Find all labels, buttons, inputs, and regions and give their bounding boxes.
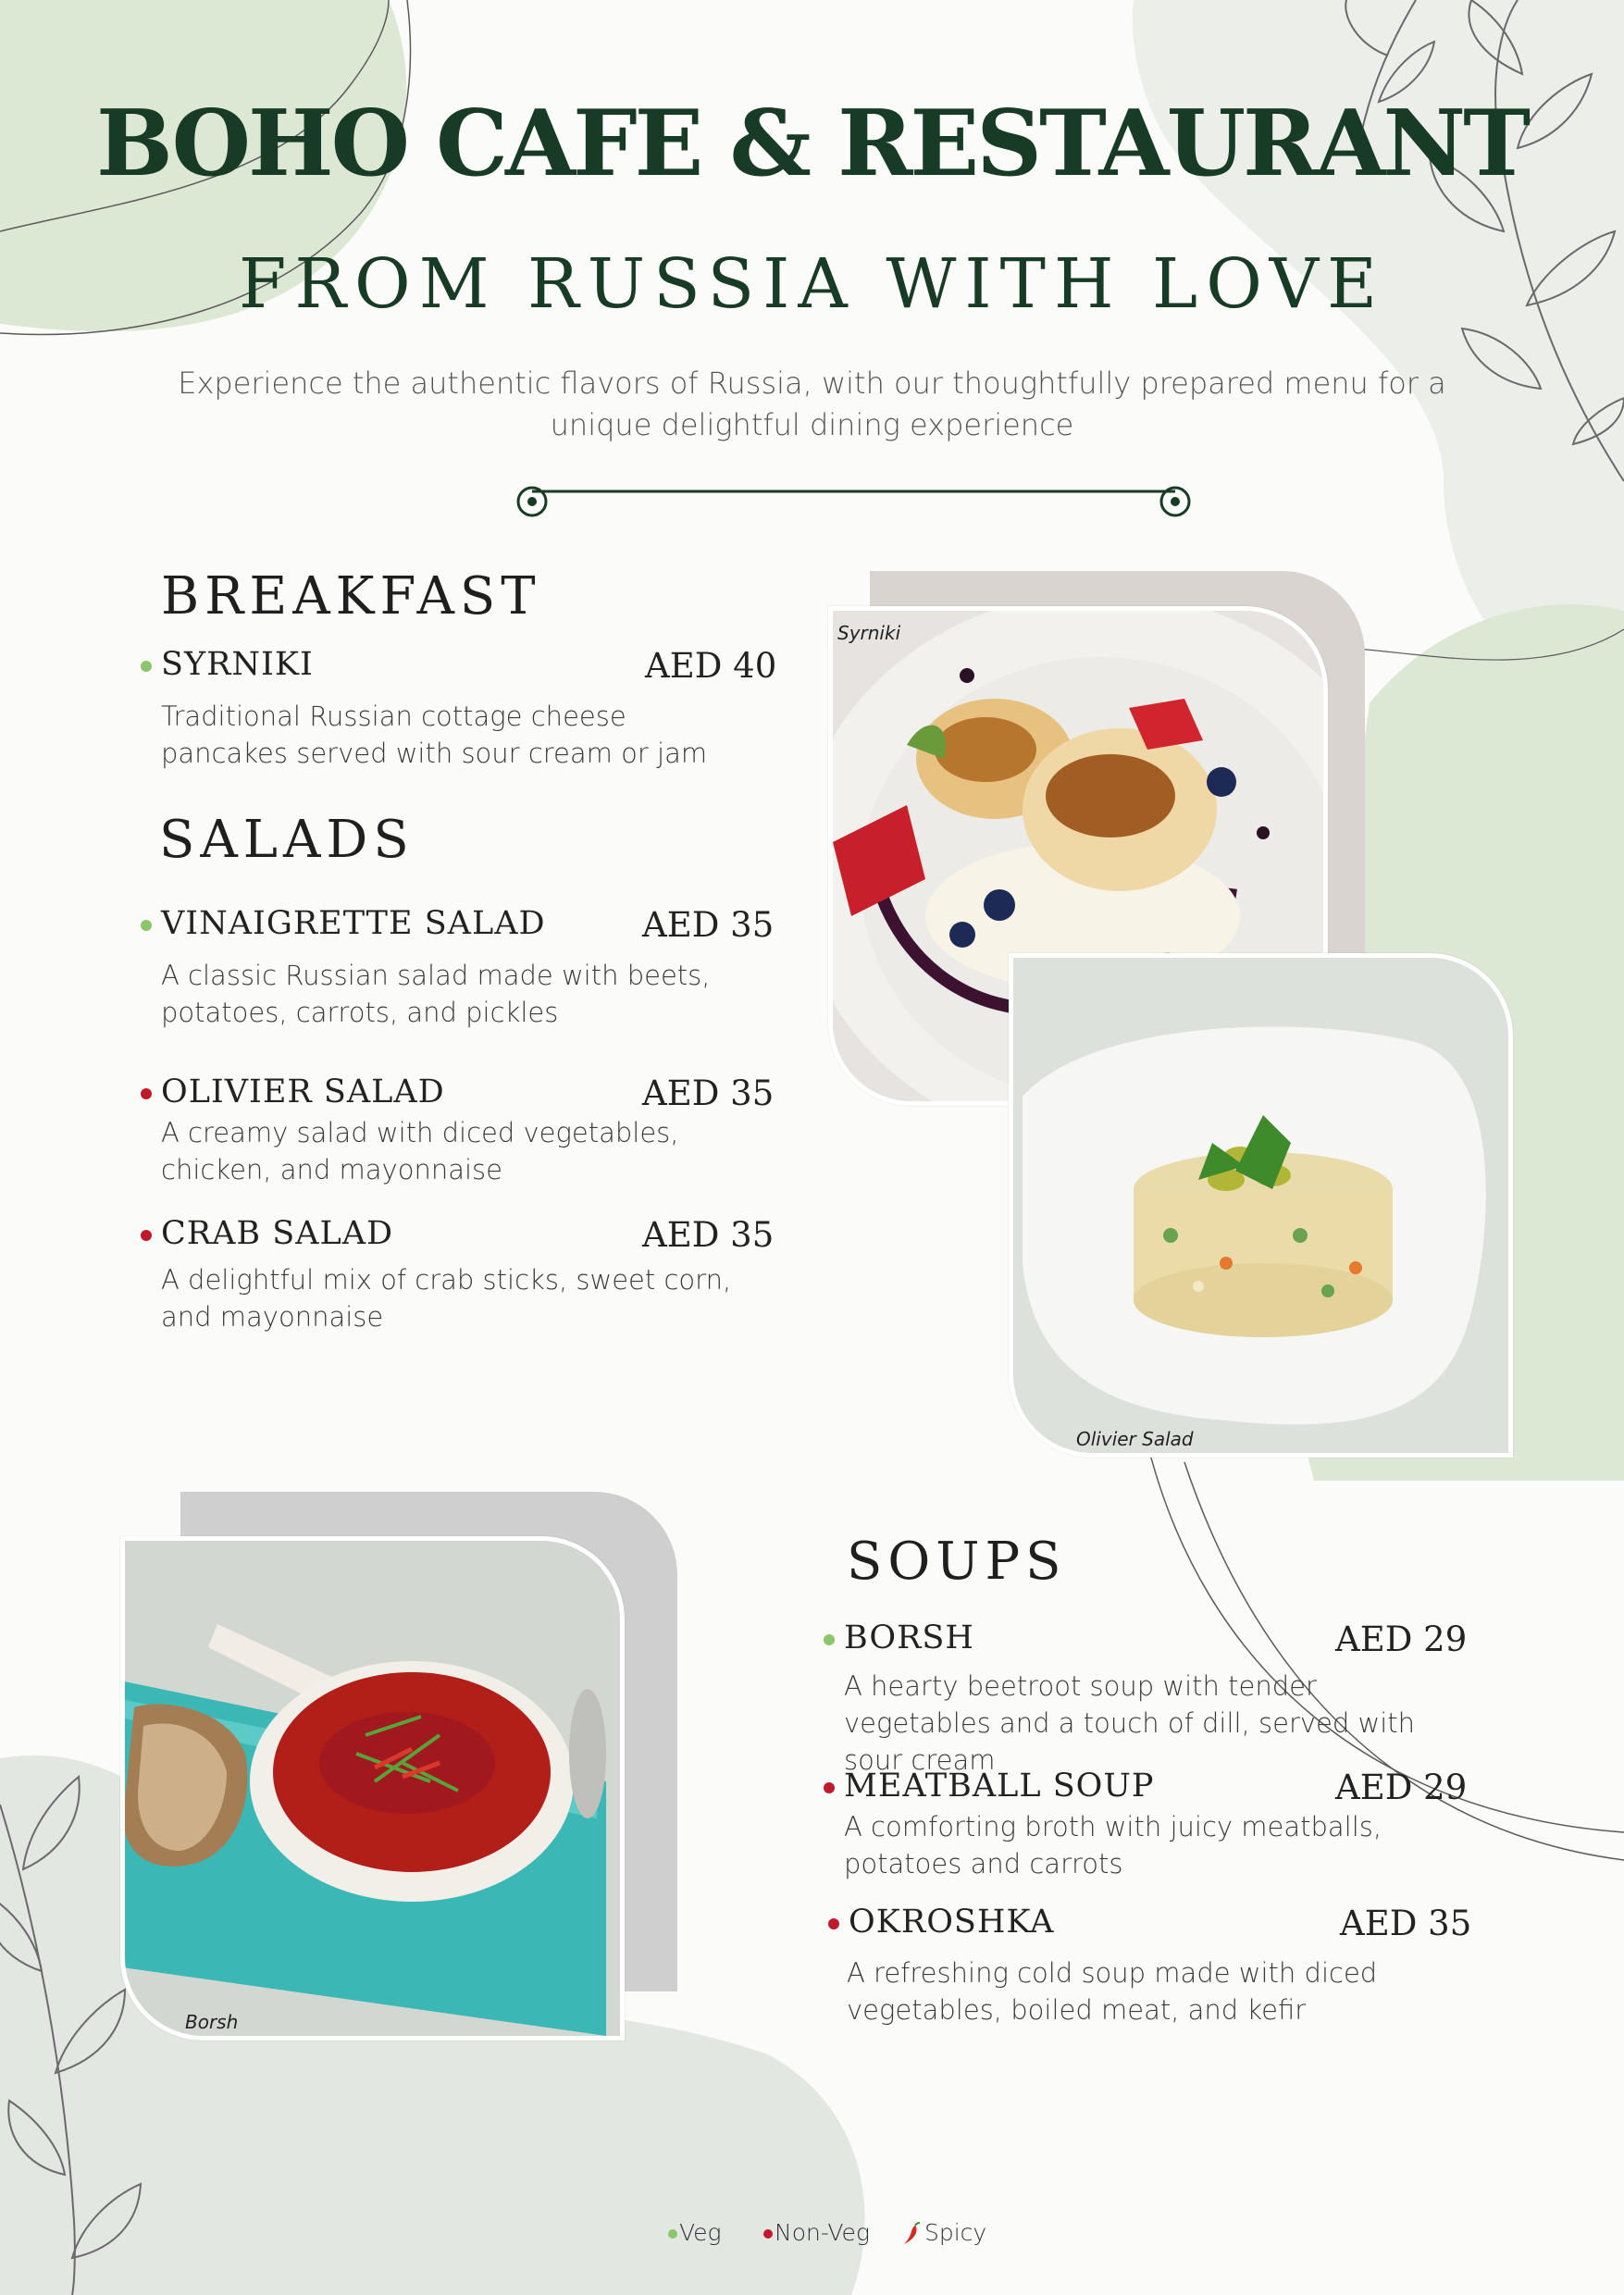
red-dot-icon <box>763 2229 773 2239</box>
item-price: AED 35 <box>642 905 775 945</box>
item-name: VINAIGRETTE SALAD <box>161 905 546 942</box>
photo-caption: Syrniki <box>837 622 901 644</box>
item-name: OKROSHKA <box>849 1904 1055 1941</box>
non-veg-dot-icon <box>824 1782 835 1793</box>
item-name: SYRNIKI <box>161 646 314 683</box>
section-title-soups: SOUPS <box>847 1532 1067 1592</box>
veg-dot-icon <box>824 1634 835 1645</box>
item-price: AED 35 <box>1340 1904 1472 1943</box>
item-price: AED 35 <box>642 1073 775 1113</box>
non-veg-dot-icon <box>141 1088 152 1099</box>
green-dot-icon <box>668 2229 677 2239</box>
section-title-breakfast: BREAKFAST <box>161 566 541 626</box>
item-price: AED 29 <box>1335 1768 1468 1807</box>
menu-subtitle: FROM RUSSIA WITH LOVE <box>238 244 1386 324</box>
menu-item <box>828 1904 1472 2026</box>
item-description: A delightful mix of crab sticks, sweet corn, and mayonnaise <box>161 1264 732 1333</box>
olivier-salad-image <box>1013 958 1508 1453</box>
non-veg-dot-icon <box>828 1918 839 1929</box>
menu-item <box>824 1619 1468 1776</box>
menu-item <box>141 646 777 769</box>
menu-item <box>141 905 775 1028</box>
restaurant-title: BOHO CAFE & RESTAURANT <box>95 91 1529 197</box>
menu-item <box>141 1073 775 1185</box>
item-price: AED 40 <box>645 646 777 686</box>
legend-non-veg <box>763 2219 870 2246</box>
item-description: A hearty beetroot soup with tender vegetables and a touch of dill, served with sour cream <box>844 1670 1416 1776</box>
menu-item <box>141 1215 775 1333</box>
item-description: A creamy salad with diced vegetables, chicken, and mayonnaise <box>161 1117 679 1185</box>
legend-non-veg-label: Non-Veg <box>775 2219 870 2246</box>
veg-dot-icon <box>141 661 152 672</box>
ornamental-divider <box>514 479 1194 522</box>
item-price: AED 35 <box>642 1215 775 1255</box>
section-title-salads: SALADS <box>159 810 415 870</box>
chili-pepper-icon <box>902 2222 923 2246</box>
item-description: A comforting broth with juicy meatballs, potatoes and carrots <box>844 1811 1382 1879</box>
item-name: OLIVIER SALAD <box>161 1073 445 1110</box>
olivier-salad-photo <box>1009 953 1513 1458</box>
menu-item <box>824 1768 1468 1879</box>
legend-spicy-label: Spicy <box>924 2219 987 2246</box>
item-name: BORSH <box>844 1619 974 1656</box>
item-price: AED 29 <box>1335 1619 1468 1659</box>
item-description: Traditional Russian cottage cheese pancakes served with sour cream or jam <box>161 701 708 769</box>
item-name: MEATBALL SOUP <box>844 1768 1155 1805</box>
photo-caption: Borsh <box>185 2011 239 2033</box>
item-description: A refreshing cold soup made with diced vegetables, boiled meat, and kefir <box>847 1957 1378 2026</box>
veg-dot-icon <box>141 920 152 931</box>
menu-tagline: Experience the authentic flavors of Russia, with our thoughtfully prepared menu for a unique delightful dining experience <box>178 366 1446 442</box>
item-name: CRAB SALAD <box>161 1215 394 1252</box>
item-description: A classic Russian salad made with beets, potatoes, carrots, and pickles <box>161 960 711 1028</box>
borsh-photo <box>120 1536 625 2041</box>
borsh-image <box>125 1541 620 2036</box>
legend-veg <box>668 2219 722 2246</box>
legend-spicy <box>902 2219 986 2246</box>
non-veg-dot-icon <box>141 1230 152 1241</box>
legend-veg-label: Veg <box>679 2219 722 2246</box>
photo-caption: Olivier Salad <box>1076 1428 1194 1450</box>
